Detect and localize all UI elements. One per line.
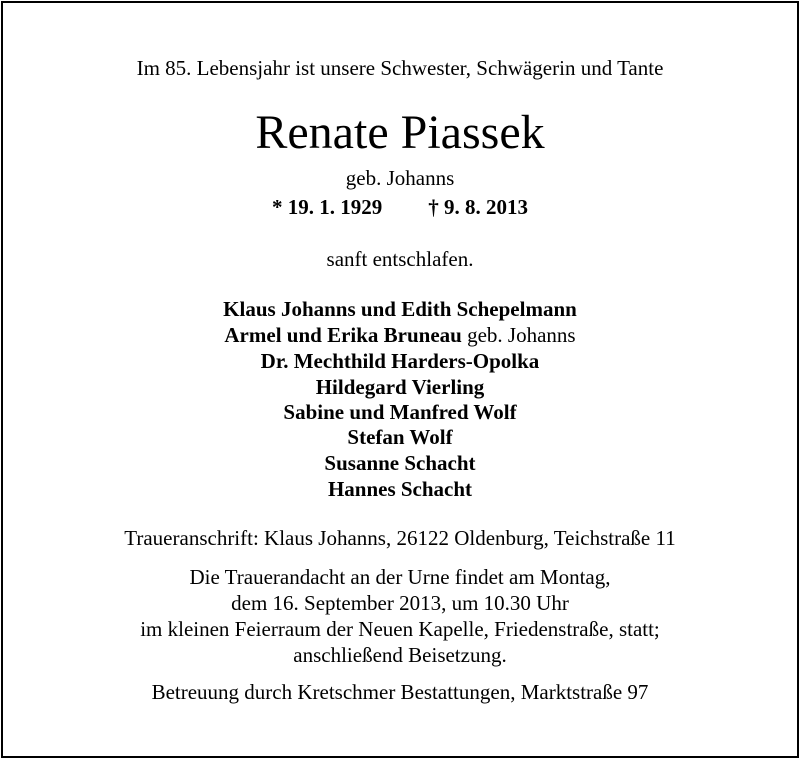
birth-name: geb. Johanns (345, 166, 455, 190)
mourner-line: Hildegard Vierling (315, 375, 485, 399)
mourner-line: Susanne Schacht (324, 451, 476, 475)
mourner-line: Hannes Schacht (327, 477, 473, 501)
service-line: anschließend Beisetzung. (293, 643, 507, 667)
mourner-line: Armel und Erika Bruneau geb. Johanns (224, 323, 576, 347)
deceased-name: Renate Piassek (255, 106, 545, 159)
birth-date: * 19. 1. 1929 (272, 195, 383, 219)
mourner-line: Klaus Johanns und Edith Schepelmann (223, 297, 577, 321)
undertaker-text: Betreuung durch Kretschmer Bestattungen, Marktstraße 97 (151, 680, 649, 704)
mourner-suffix: geb. Johanns (461, 323, 576, 347)
mourner-line: Sabine und Manfred Wolf (283, 400, 517, 424)
intro-text: Im 85. Lebensjahr ist unsere Schwester, Schwägerin und Tante (136, 56, 664, 80)
passed-text: sanft entschlafen. (326, 247, 474, 271)
service-line: dem 16. September 2013, um 10.30 Uhr (231, 591, 569, 615)
mourner-line: Stefan Wolf (347, 425, 453, 449)
death-date: † 9. 8. 2013 (428, 195, 528, 219)
service-line: im kleinen Feierraum der Neuen Kapelle, Friedenstraße, statt; (140, 617, 660, 641)
mourner-line: Dr. Mechthild Harders-Opolka (260, 349, 540, 373)
mourning-address: Traueranschrift: Klaus Johanns, 26122 Oldenburg, Teichstraße 11 (124, 526, 676, 550)
life-dates (0, 197, 800, 218)
service-line: Die Trauerandacht an der Urne findet am Montag, (189, 565, 611, 589)
